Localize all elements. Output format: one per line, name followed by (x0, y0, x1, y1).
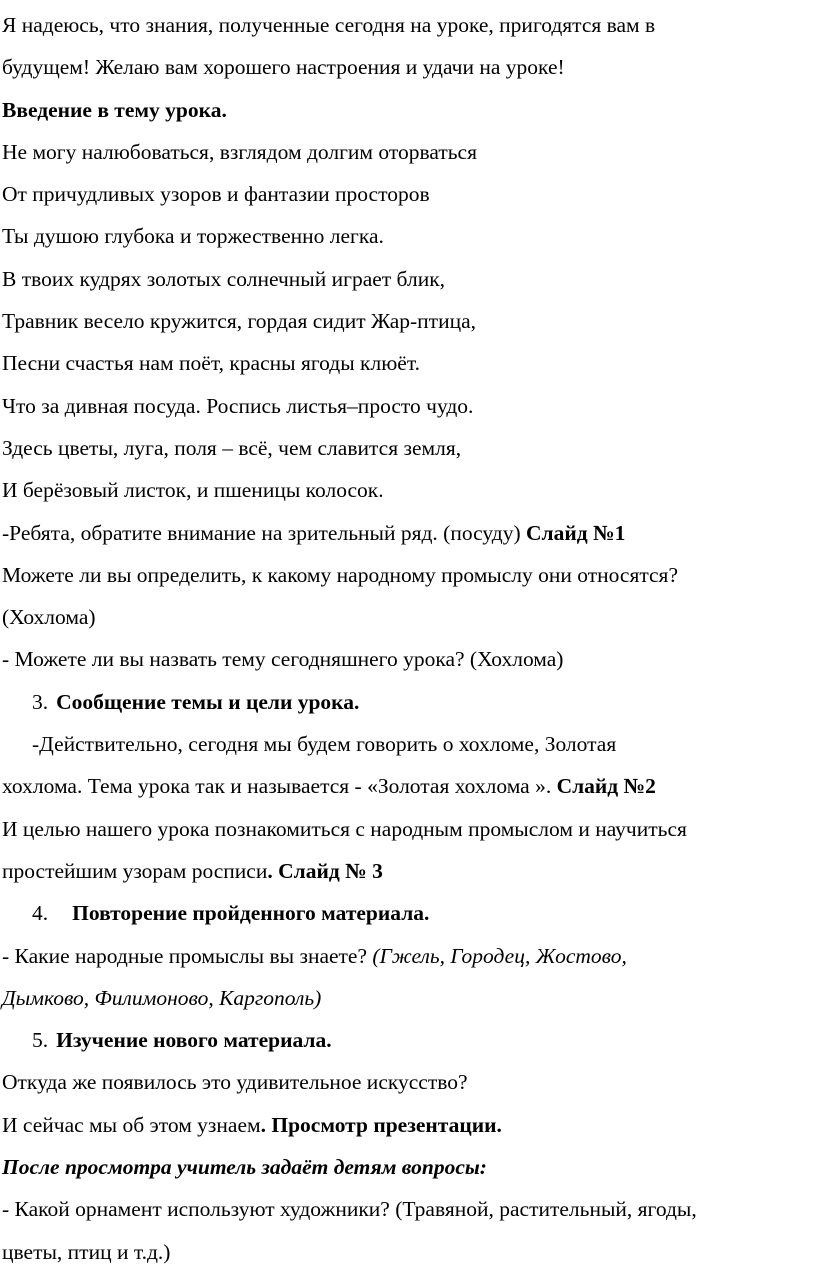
paragraph-goal-line2 (2, 850, 816, 892)
text: простейшим узорам росписи (2, 858, 268, 883)
paragraph-visual-row (2, 512, 816, 554)
paragraph-answer-khokhloma (2, 596, 816, 638)
poem-line-7 (2, 385, 816, 427)
text: И берёзовый листок, и пшеницы колосок. (2, 478, 384, 503)
text: Песни счастья нам поёт, красны ягоды клюёт. (2, 351, 420, 376)
paragraph-question-craft (2, 554, 816, 596)
text: Не могу налюбоваться, взглядом долгим оторваться (2, 139, 477, 164)
text: Здесь цветы, луга, поля – всё, чем славится земля, (2, 435, 462, 460)
list-number: 4. (32, 901, 49, 926)
heading-text: Повторение пройденного материала. (72, 901, 430, 926)
paragraph-wish-line2 (2, 46, 816, 88)
paragraph-wish-line1 (2, 4, 816, 46)
poem-line-5 (2, 300, 816, 342)
text: Дымково, Филимоново, Каргополь) (2, 985, 322, 1010)
text: (Хохлома) (2, 605, 96, 630)
text: Что за дивная посуда. Роспись листья–просто чудо. (2, 393, 474, 418)
section-heading-introduction (2, 89, 816, 131)
slide-reference-2: Слайд №2 (556, 774, 656, 799)
paragraph-presentation (2, 1104, 816, 1146)
text: -Ребята, обратите внимание на зрительный ряд. (посуду) (2, 520, 526, 545)
poem-line-3 (2, 215, 816, 257)
text: Ты душою глубока и торжественно легка. (2, 224, 384, 249)
poem-line-4 (2, 258, 816, 300)
text: Можете ли вы определить, к какому народному промыслу они относятся? (2, 562, 678, 587)
heading-text: Изучение нового материала. (56, 1028, 332, 1053)
paragraph-topic-line1 (2, 723, 816, 765)
poem-line-6 (2, 342, 816, 384)
text: После просмотра учитель задаёт детям вопросы: (2, 1155, 487, 1180)
heading-text: Введение в тему урока. (2, 97, 227, 122)
paragraph-after-presentation (2, 1146, 816, 1188)
crafts-answer-part1: (Гжель, Городец, Жостово, (372, 943, 627, 968)
paragraph-origin-question (2, 1061, 816, 1103)
section-heading-review (2, 892, 816, 934)
presentation-label: . Просмотр презентации. (260, 1112, 502, 1137)
text: Я надеюсь, что знания, полученные сегодня на уроке, пригодятся вам в (2, 13, 656, 37)
poem-line-2 (2, 173, 816, 215)
text: - Какие народные промыслы вы знаете? (2, 943, 373, 968)
poem-line-9 (2, 469, 816, 511)
paragraph-question-topic (2, 638, 816, 680)
paragraph-topic-line2 (2, 765, 816, 807)
list-number: 5. (32, 1028, 49, 1053)
text: - Какой орнамент используют художники? (Травяной, растительный, ягоды, (2, 1197, 697, 1222)
text: Травник весело кружится, гордая сидит Жар-птица, (2, 309, 476, 334)
slide-reference-3: . Слайд № 3 (267, 858, 383, 883)
text: будущем! Желаю вам хорошего настроения и удачи на уроке! (2, 55, 565, 80)
poem-line-8 (2, 427, 816, 469)
poem-line-1 (2, 131, 816, 173)
text: И сейчас мы об этом узнаем (2, 1112, 261, 1137)
text: цветы, птиц и т.д.) (2, 1239, 171, 1264)
list-number: 3. (32, 689, 49, 714)
paragraph-ornament-question-line1 (2, 1188, 816, 1230)
text: - Можете ли вы назвать тему сегодняшнего урока? (Хохлома) (2, 647, 564, 672)
section-heading-topic-goal (2, 681, 816, 723)
text: хохлома. Тема урока так и называется - «Золотая хохлома ». (2, 774, 557, 799)
text: -Действительно, сегодня мы будем говорить о хохломе, Золотая (32, 732, 617, 757)
paragraph-crafts-question (2, 935, 816, 977)
text: От причудливых узоров и фантазии просторов (2, 182, 430, 207)
heading-text: Сообщение темы и цели урока. (56, 689, 360, 714)
slide-reference-1: Слайд №1 (526, 520, 626, 545)
text: И целью нашего урока познакомиться с народным промыслом и научиться (2, 816, 687, 841)
paragraph-goal-line1 (2, 808, 816, 850)
section-heading-new-material (2, 1019, 816, 1061)
text: В твоих кудрях золотых солнечный играет блик, (2, 266, 446, 291)
text: Откуда же появилось это удивительное искусство? (2, 1070, 468, 1095)
paragraph-ornament-question-line2 (2, 1231, 816, 1273)
paragraph-crafts-answer (2, 977, 816, 1019)
